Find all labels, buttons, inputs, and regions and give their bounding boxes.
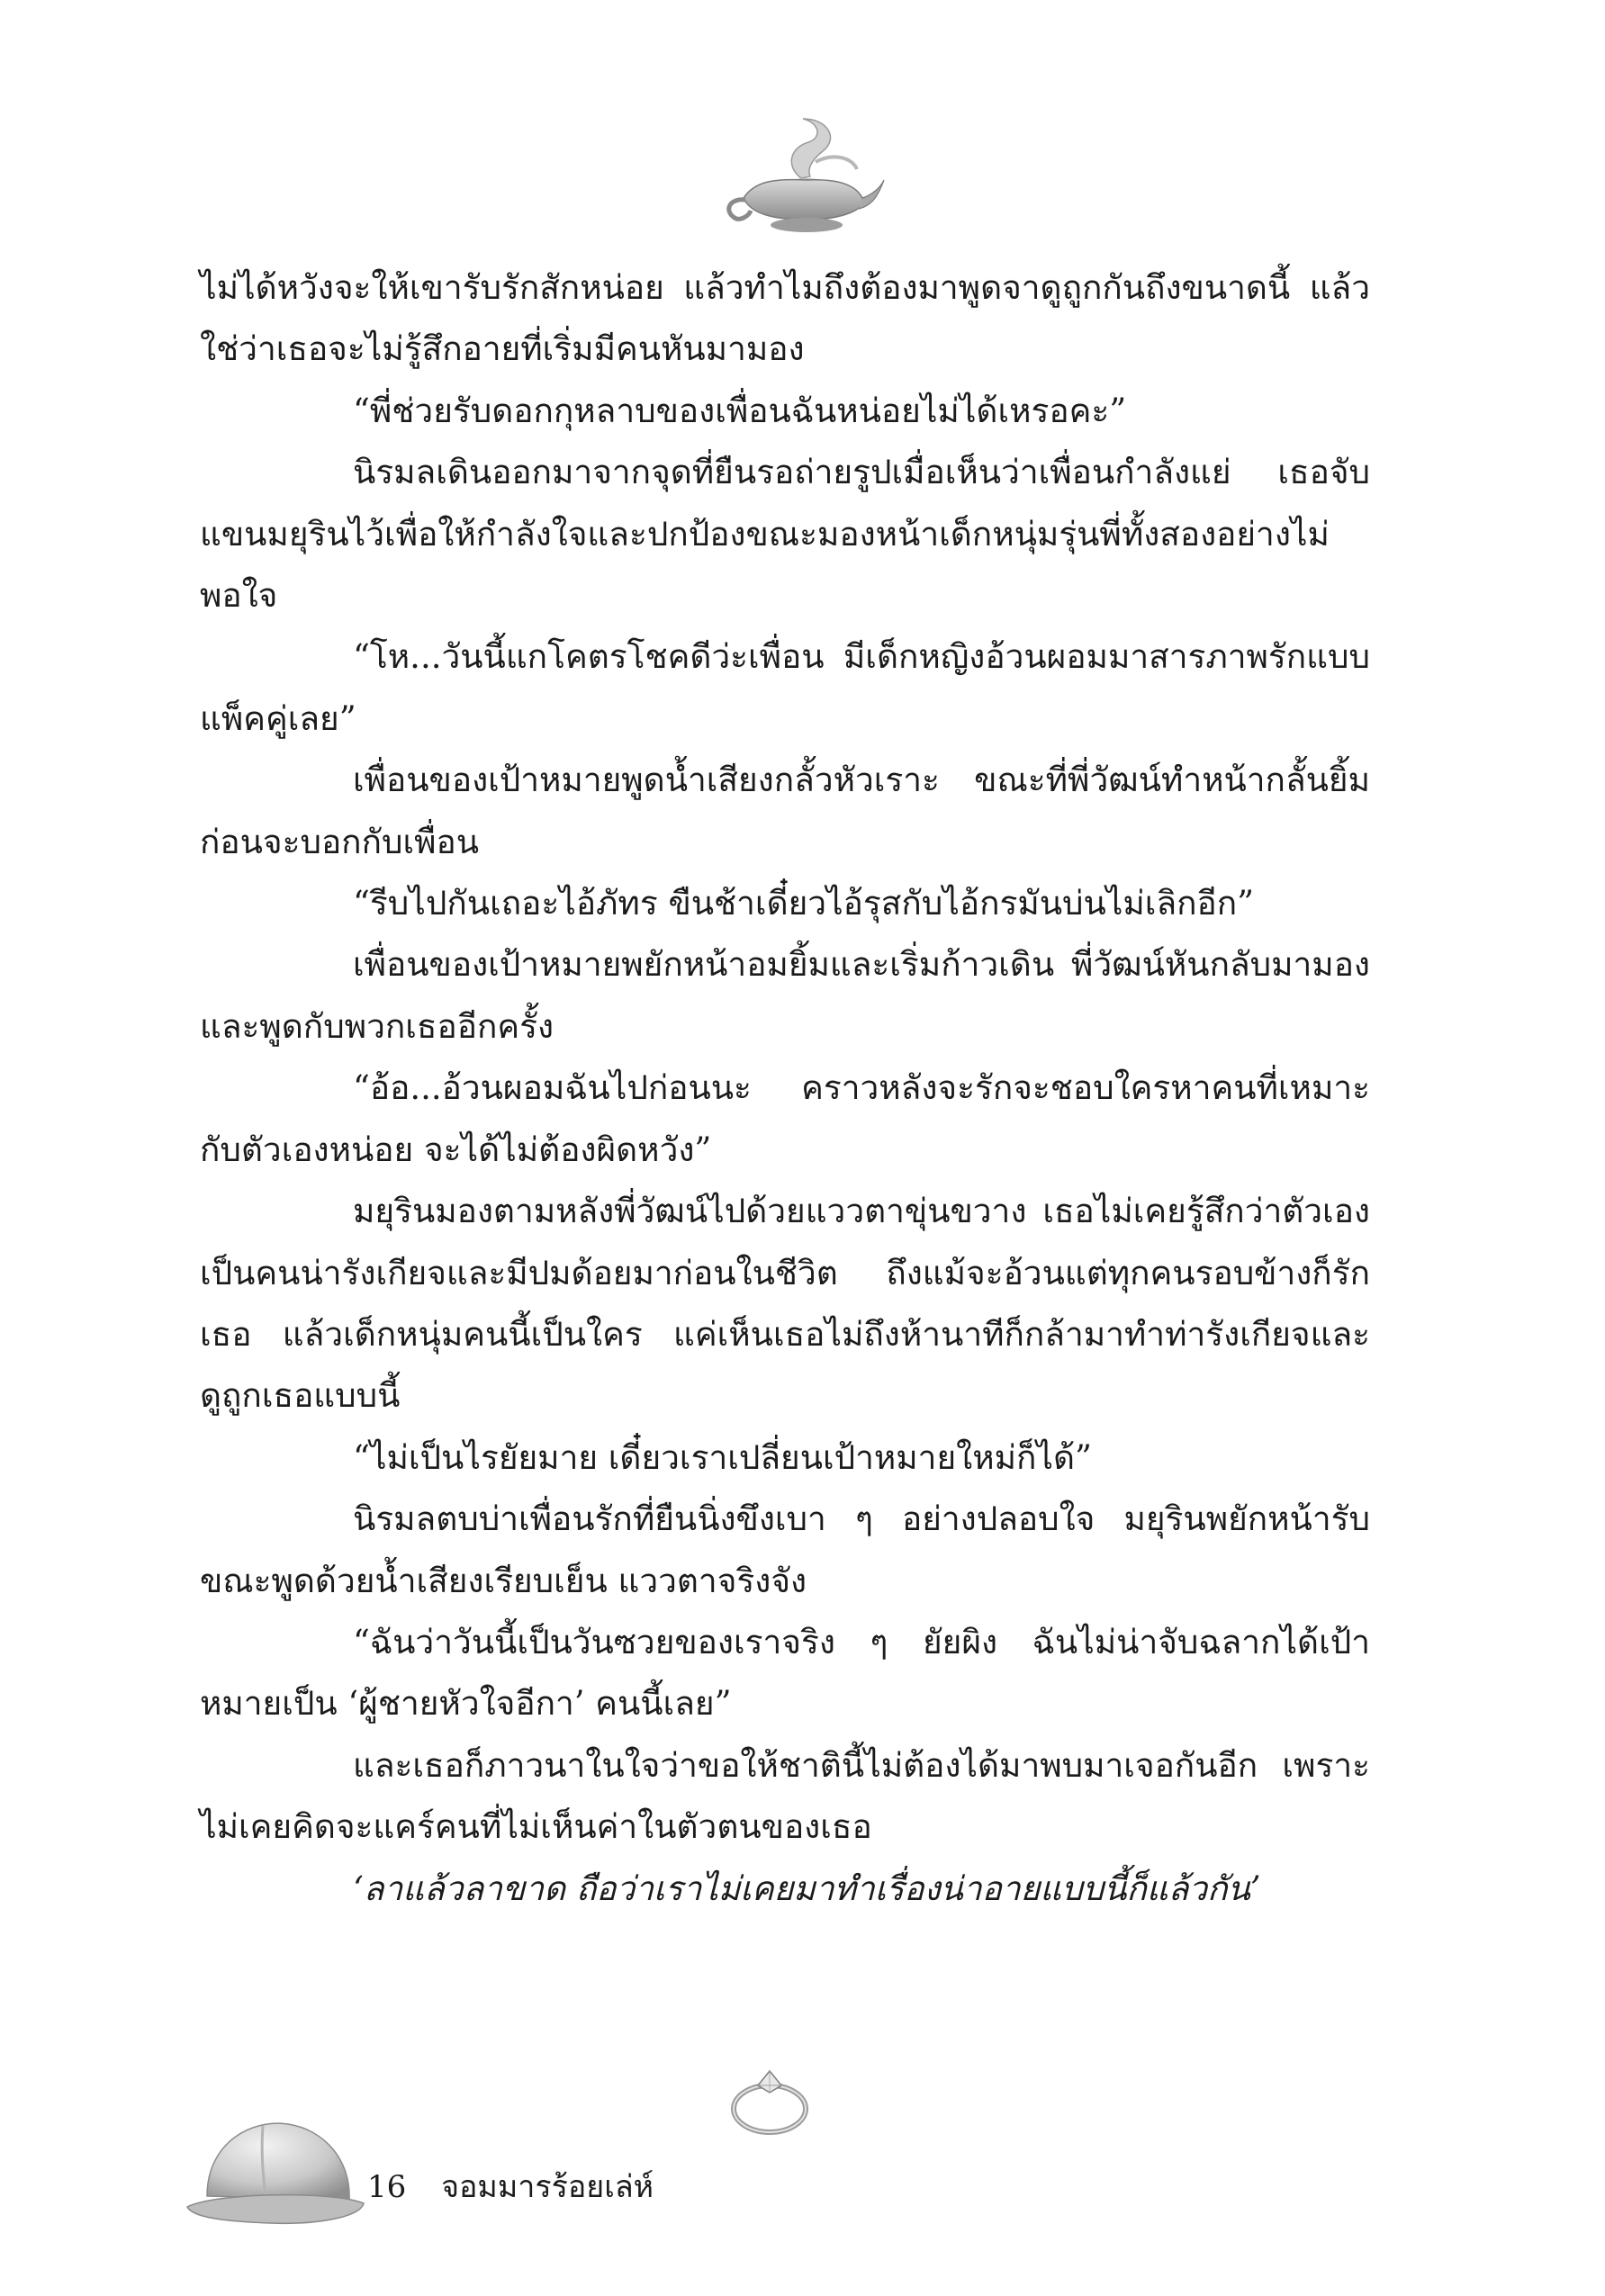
body-text — [200, 257, 1370, 1920]
paragraph: “ไม่เป็นไรยัยมาย เดี๋ยวเราเปลี่ยนเป้าหมายใหม่ก็ได้” — [353, 1437, 1092, 1477]
page-number: 16 — [367, 2169, 407, 2205]
paragraph: และเธอก็ภาวนาในใจว่าขอให้ชาตินี้ไม่ต้องได้มาพบมาเจอกันอีก เพราะไม่เคยคิดจะแคร์คนที่ไม่เห็นค่าในตัวตนของเธอ — [200, 1745, 1370, 1847]
paragraph: “รีบไปกันเถอะไอ้ภัทร ขืนช้าเดี๋ยวไอ้รุสกับไอ้กรมันบ่นไม่เลิกอีก” — [353, 884, 1255, 923]
paragraph: นิรมลตบบ่าเพื่อนรักที่ยืนนิ่งขึงเบา ๆ อย่างปลอบใจ มยุรินพยักหน้ารับขณะพูดด้วยน้ำเสียงเรียบเย็น แววตาจริงจัง — [200, 1499, 1370, 1600]
paragraph-italic: ‘ลาแล้วลาขาด ถือว่าเราไม่เคยมาทำเรื่องน่าอายแบบนี้ก็แล้วกัน’ — [353, 1868, 1261, 1908]
page-footer — [367, 2162, 654, 2210]
book-title: จอมมารร้อยเล่ห์ — [441, 2169, 654, 2205]
genie-lamp-icon — [708, 108, 888, 243]
paragraph: “โห...วันนี้แกโคตรโชคดีว่ะเพื่อน มีเด็กหญิงอ้วนผอมมาสารภาพรักแบบแพ็คคู่เลย” — [200, 637, 1370, 738]
paragraph: เพื่อนของเป้าหมายพยักหน้าอมยิ้มและเริ่มก้าวเดิน พี่วัฒน์หันกลับมามองและพูดกับพวกเธออีกครั้ง — [200, 945, 1370, 1046]
paragraph: “อ้อ...อ้วนผอมฉันไปก่อนนะ คราวหลังจะรักจะชอบใครหาคนที่เหมาะกับตัวเองหน่อย จะได้ไม่ต้องผิดหวัง” — [200, 1068, 1370, 1169]
paragraph: นิรมลเดินออกมาจากจุดที่ยืนรอถ่ายรูปเมื่อเห็นว่าเพื่อนกำลังแย่ เธอจับแขนมยุรินไว้เพื่อให้กำลังใจและปกป้องขณะมองหน้าเด็กหนุ่มรุ่นพี่ทั้งสองอย่างไม่พอใจ — [200, 453, 1370, 616]
paragraph: ไม่ได้หวังจะให้เขารับรักสักหน่อย แล้วทำไมถึงต้องมาพูดจาดูถูกกันถึงขนาดนี้ แล้วใช่ว่าเธอจะไม่รู้สึกอายที่เริ่มมีคนหันมามอง — [200, 268, 1370, 369]
hard-hat-icon — [180, 2106, 369, 2241]
paragraph: “พี่ช่วยรับดอกกุหลาบของเพื่อนฉันหน่อยไม่ได้เหรอคะ” — [353, 391, 1127, 430]
paragraph: เพื่อนของเป้าหมายพูดน้ำเสียงกลั้วหัวเราะ ขณะที่พี่วัฒน์ทำหน้ากลั้นยิ้มก่อนจะบอกกับเพื่อน — [200, 761, 1370, 861]
diamond-ring-icon — [720, 2048, 819, 2147]
paragraph: มยุรินมองตามหลังพี่วัฒน์ไปด้วยแววตาขุ่นขวาง เธอไม่เคยรู้สึกว่าตัวเองเป็นคนน่ารังเกียจและมีปมด้อยมาก่อนในชีวิต ถึงแม้จะอ้วนแต่ทุกคนรอบข้างก็รักเธอ แล้วเด็กหนุ่มคนนี้เป็นใคร แค่เห็นเธอไม่ถึงห้านาทีก็กล้ามาทำท่ารังเกียจและดูถูกเธอแบบนี้ — [200, 1192, 1370, 1416]
paragraph: “ฉันว่าวันนี้เป็นวันซวยของเราจริง ๆ ยัยผิง ฉันไม่น่าจับฉลากได้เป้าหมายเป็น ‘ผู้ชายหัวใจอีกา’ คนนี้เลย” — [200, 1622, 1370, 1724]
